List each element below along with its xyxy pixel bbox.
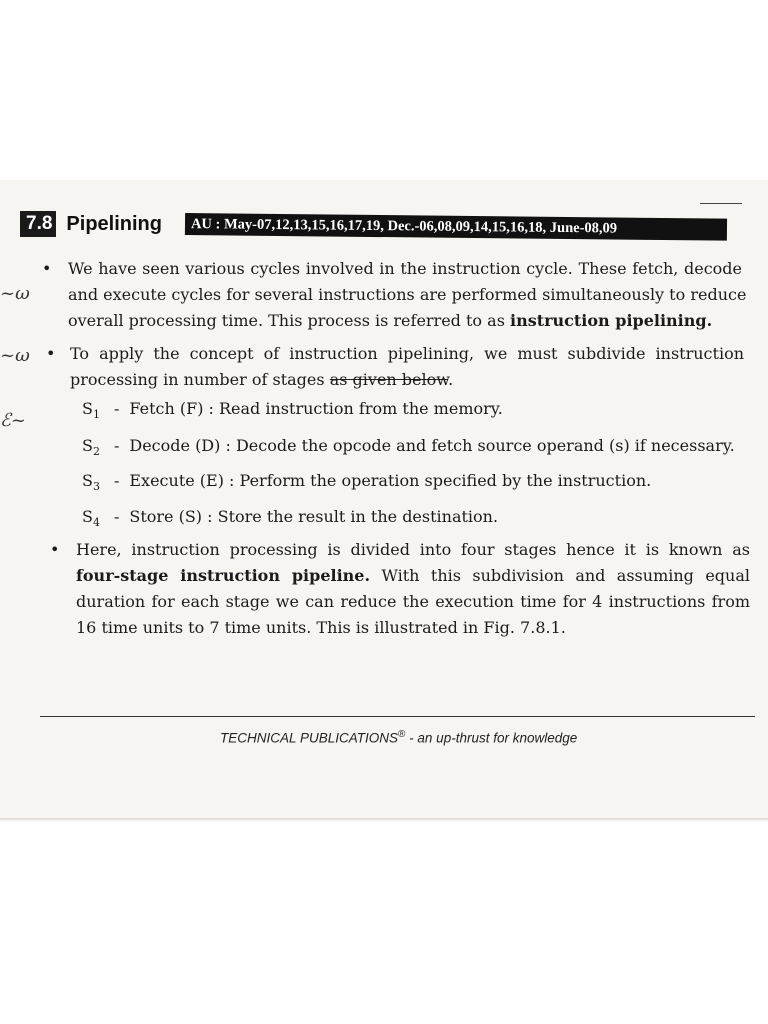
- registered-mark: ®: [398, 729, 406, 740]
- section-heading: [20, 210, 162, 238]
- text-line: [70, 367, 744, 393]
- stage-item: $S_1$ - Fetch (F) : Read instruction from the memory.: [82, 399, 503, 422]
- publisher-tagline: - an up-thrust for knowledge: [405, 730, 578, 746]
- text-line: We have seen various cycles involved in the instruction cycle. These fetch, decode: [68, 259, 742, 278]
- handwritten-margin-mark: ℰ~: [0, 410, 26, 431]
- handwritten-margin-mark: ~ω: [0, 283, 30, 304]
- paragraph-instruction-cycles: [68, 256, 747, 334]
- text-fragment: overall processing time. This process is referred to as: [68, 311, 505, 330]
- text-line: [76, 563, 750, 589]
- stage-label: S: [82, 399, 93, 418]
- top-rule: [700, 203, 742, 204]
- text-line: 16 time units to 7 time units. This is illustrated in Fig. 7.8.1.: [76, 618, 566, 637]
- text-line: [68, 308, 742, 334]
- section-title: Pipelining: [66, 212, 162, 235]
- text-line: duration for each stage we can reduce the execution time for 4 instructions from: [76, 592, 750, 611]
- stage-text: Store (S) : Store the result in the destination.: [129, 507, 499, 526]
- bullet-icon: •: [42, 259, 52, 278]
- au-exam-banner: AU : May-07,12,13,15,16,17,19, Dec.-06,08,09,14,15,16,18, June-08,09: [185, 213, 727, 241]
- text-fragment: processing in number of stages: [70, 370, 325, 389]
- paragraph-four-stage: [76, 537, 750, 641]
- text-fragment: .: [448, 370, 454, 389]
- stage-item: $S_2$ - Decode (D) : Decode the opcode and fetch source operand (s) if necessary.: [82, 436, 735, 459]
- stage-label: S: [82, 507, 93, 526]
- stage-subscript: 1: [92, 408, 100, 422]
- stage-subscript: 3: [92, 480, 100, 494]
- text-line: To apply the concept of instruction pipelining, we must subdivide instruction: [70, 344, 744, 363]
- handwritten-margin-mark: ~ω: [0, 345, 30, 366]
- text-line: and execute cycles for several instructions are performed simultaneously to reduce: [68, 285, 747, 304]
- stage-label: S: [82, 471, 93, 490]
- bold-term: four-stage instruction pipeline.: [76, 566, 371, 585]
- bold-term: instruction pipelining.: [510, 311, 713, 330]
- text-line: Here, instruction processing is divided into four stages hence it is known as: [76, 540, 750, 559]
- paragraph-apply-concept: [70, 341, 744, 393]
- bullet-icon: •: [50, 540, 60, 559]
- stage-item: $S_3$ - Execute (E) : Perform the operation specified by the instruction.: [82, 471, 652, 494]
- stage-text: Execute (E) : Perform the operation specified by the instruction.: [129, 471, 652, 490]
- stage-label: S: [82, 436, 93, 455]
- bullet-icon: •: [46, 344, 56, 363]
- text-fragment: With this subdivision and assuming equal: [370, 566, 750, 585]
- stage-subscript: 4: [92, 516, 100, 530]
- footer-rule: [40, 716, 755, 717]
- paper-edge-shadow: [0, 818, 768, 822]
- stage-text: Decode (D) : Decode the opcode and fetch source operand (s) if necessary.: [129, 436, 735, 455]
- stage-subscript: 2: [92, 445, 100, 459]
- stage-item: $S_4$ - Store (S) : Store the result in the destination.: [82, 507, 499, 530]
- page-footer: [220, 729, 577, 746]
- section-number: 7.8: [20, 211, 56, 237]
- struck-text: as given below: [329, 370, 449, 389]
- stage-text: Fetch (F) : Read instruction from the memory.: [129, 399, 503, 418]
- publisher-name: TECHNICAL PUBLICATIONS: [220, 730, 399, 746]
